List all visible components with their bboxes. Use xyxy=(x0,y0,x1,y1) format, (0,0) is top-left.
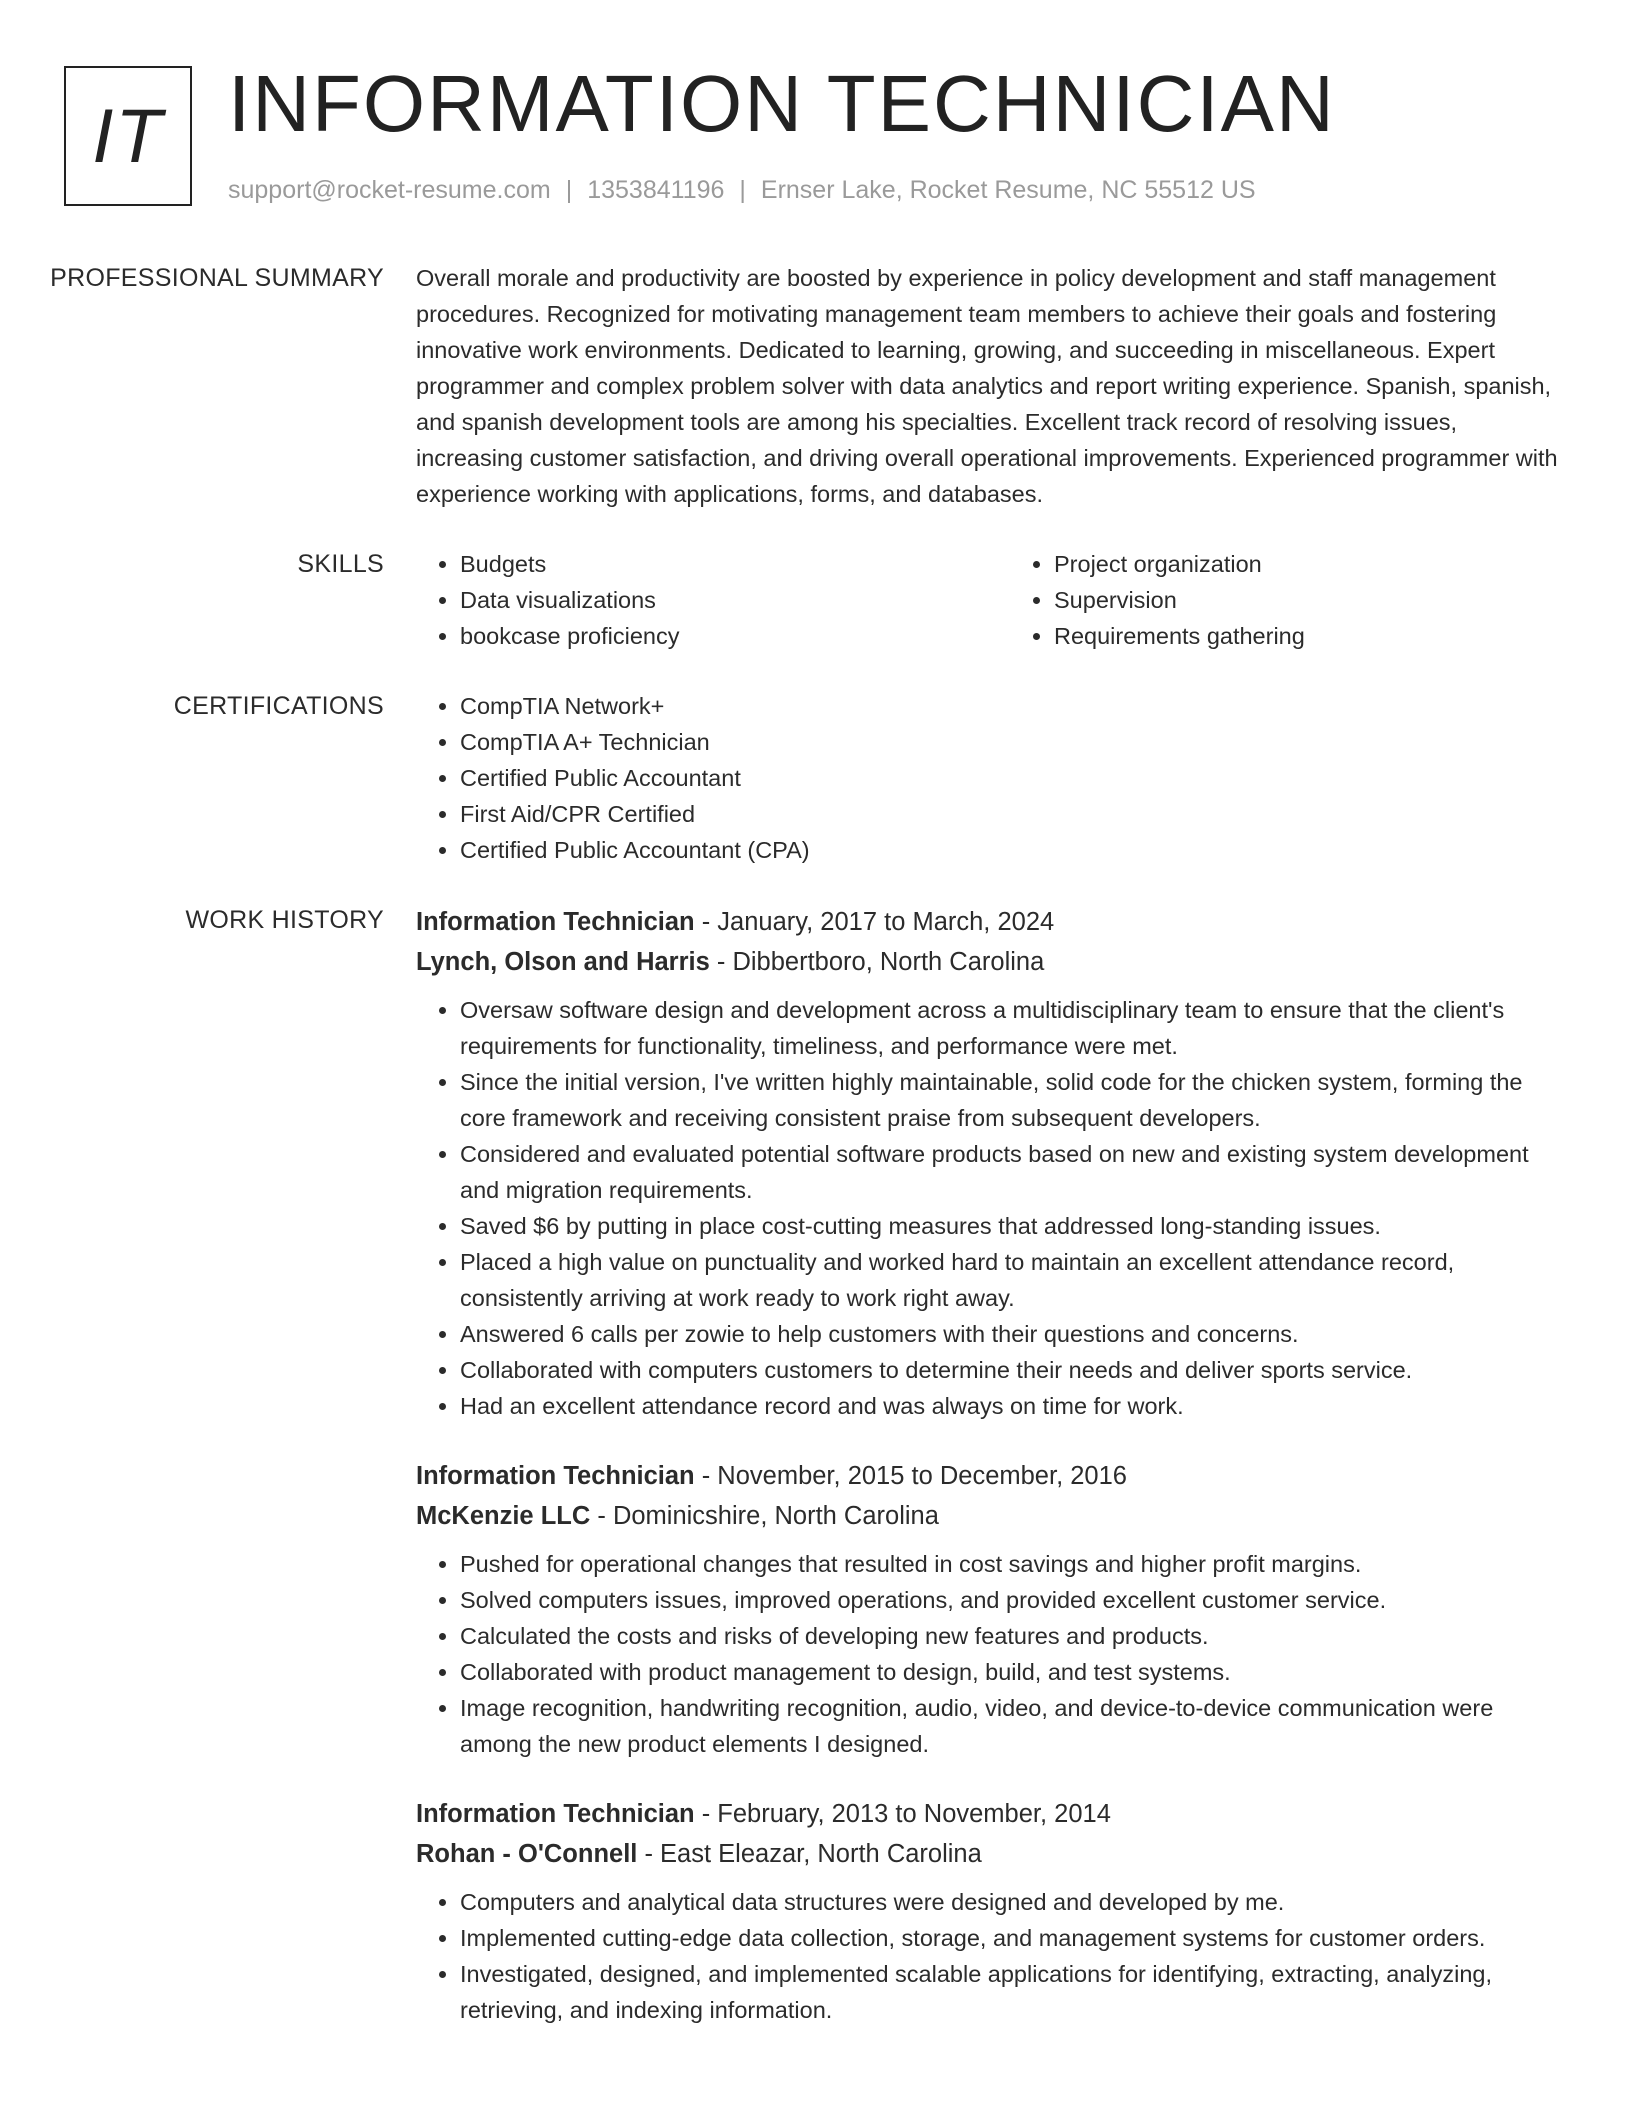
skill-item: • Requirements gathering xyxy=(1054,618,1604,654)
job-dates: - November, 2015 to December, 2016 xyxy=(694,1462,1127,1490)
section-label: CERTIFICATIONS xyxy=(173,692,384,720)
job-dates: - January, 2017 to March, 2024 xyxy=(694,908,1055,936)
job-entry xyxy=(416,1456,1566,1762)
skill-item: • Budgets xyxy=(460,546,1010,582)
job-title-line xyxy=(416,902,1566,942)
job-title: Information Technician xyxy=(416,1800,695,1828)
job-company-line xyxy=(416,942,1566,982)
contact-email: support@rocket-resume.com xyxy=(228,176,551,204)
certification-item: • CompTIA A+ Technician xyxy=(460,724,1566,760)
skills-list-left xyxy=(416,546,1010,654)
job-bullet: • Considered and evaluated potential software products based on new and existing system development and migration requirements. xyxy=(460,1136,1566,1208)
job-company: Lynch, Olson and Harris xyxy=(416,948,710,976)
job-entry xyxy=(416,902,1566,1424)
job-bullet: • Saved $6 by putting in place cost-cutting measures that addressed long-standing issues. xyxy=(460,1208,1566,1244)
job-entry xyxy=(416,1794,1566,2028)
job-company: McKenzie LLC xyxy=(416,1502,591,1530)
summary-section xyxy=(0,260,1632,512)
contact-phone: 1353841196 xyxy=(587,176,725,204)
certification-item: • CompTIA Network+ xyxy=(460,688,1566,724)
resume-title: INFORMATION TECHNICIAN xyxy=(228,59,1336,148)
skill-item: • Supervision xyxy=(1054,582,1604,618)
job-location: - Dominicshire, North Carolina xyxy=(590,1502,939,1530)
resume-body xyxy=(0,260,1632,2094)
job-bullet: • Calculated the costs and risks of developing new features and products. xyxy=(460,1618,1566,1654)
contact-separator: | xyxy=(565,176,573,204)
contact-address: Ernser Lake, Rocket Resume, NC 55512 US xyxy=(760,176,1256,204)
job-location: - East Eleazar, North Carolina xyxy=(637,1840,982,1868)
certifications-section xyxy=(0,688,1632,868)
skills-section xyxy=(0,546,1632,654)
section-label: WORK HISTORY xyxy=(185,906,384,934)
monogram-logo: IT xyxy=(64,66,192,206)
job-title-line xyxy=(416,1794,1566,1834)
job-bullet: • Implemented cutting-edge data collection, storage, and management systems for customer orders. xyxy=(460,1920,1566,1956)
certification-item: • First Aid/CPR Certified xyxy=(460,796,1566,832)
skills-list-right xyxy=(1010,546,1604,654)
work-history-section xyxy=(0,902,1632,2060)
job-company-line xyxy=(416,1834,1566,1874)
job-bullets xyxy=(416,1546,1566,1762)
skill-item: • Data visualizations xyxy=(460,582,1010,618)
job-bullet: • Collaborated with computers customers to determine their needs and deliver sports service. xyxy=(460,1352,1566,1388)
job-bullet: • Answered 6 calls per zowie to help customers with their questions and concerns. xyxy=(460,1316,1566,1352)
job-bullet: • Placed a high value on punctuality and worked hard to maintain an excellent attendance record, consistently arriving at work ready to work right away. xyxy=(460,1244,1566,1316)
job-title: Information Technician xyxy=(416,1462,695,1490)
contact-line xyxy=(228,176,1256,205)
job-bullets xyxy=(416,1884,1566,2028)
job-company-line xyxy=(416,1496,1566,1536)
job-bullet: • Image recognition, handwriting recognition, audio, video, and device-to-device communication were among the new product elements I designed. xyxy=(460,1690,1566,1762)
section-label: SKILLS xyxy=(297,550,384,578)
job-dates: - February, 2013 to November, 2014 xyxy=(694,1800,1111,1828)
section-label: PROFESSIONAL SUMMARY xyxy=(50,264,384,292)
job-bullet: • Pushed for operational changes that resulted in cost savings and higher profit margins. xyxy=(460,1546,1566,1582)
job-bullet: • Since the initial version, I've written highly maintainable, solid code for the chicken system, forming the core framework and receiving consistent praise from subsequent developers. xyxy=(460,1064,1566,1136)
certification-item: • Certified Public Accountant xyxy=(460,760,1566,796)
job-bullet: • Oversaw software design and development across a multidisciplinary team to ensure that the client's requirements for functionality, timeliness, and performance were met. xyxy=(460,992,1566,1064)
certification-item: • Certified Public Accountant (CPA) xyxy=(460,832,1566,868)
job-title: Information Technician xyxy=(416,908,695,936)
contact-separator: | xyxy=(739,176,746,204)
job-location: - Dibbertboro, North Carolina xyxy=(709,948,1045,976)
job-bullet: • Collaborated with product management to design, build, and test systems. xyxy=(460,1654,1566,1690)
job-company: Rohan - O'Connell xyxy=(416,1840,638,1868)
job-bullet: • Had an excellent attendance record and was always on time for work. xyxy=(460,1388,1566,1424)
job-bullet: • Computers and analytical data structures were designed and developed by me. xyxy=(460,1884,1566,1920)
job-bullets xyxy=(416,992,1566,1424)
skill-item: • bookcase proficiency xyxy=(460,618,1010,654)
summary-text: Overall morale and productivity are boosted by experience in policy development and staff management procedures. Recognized for motivating management team members to achieve their goals and fostering innovative work environments. Dedicated to learning, growing, and succeeding in miscellaneous. Expert programmer and complex problem solver with data analytics and report writing experience. Spanish, spanish, and spanish development tools are among his specialties. Excellent track record of resolving issues, increasing customer satisfaction, and driving overall operational improvements. Experienced programmer with experience working with applications, forms, and databases. xyxy=(416,265,1558,507)
job-title-line xyxy=(416,1456,1566,1496)
certifications-list xyxy=(416,688,1566,868)
skill-item: • Project organization xyxy=(1054,546,1604,582)
job-bullet: • Investigated, designed, and implemented scalable applications for identifying, extracting, analyzing, retrieving, and indexing information. xyxy=(460,1956,1566,2028)
job-bullet: • Solved computers issues, improved operations, and provided excellent customer service. xyxy=(460,1582,1566,1618)
